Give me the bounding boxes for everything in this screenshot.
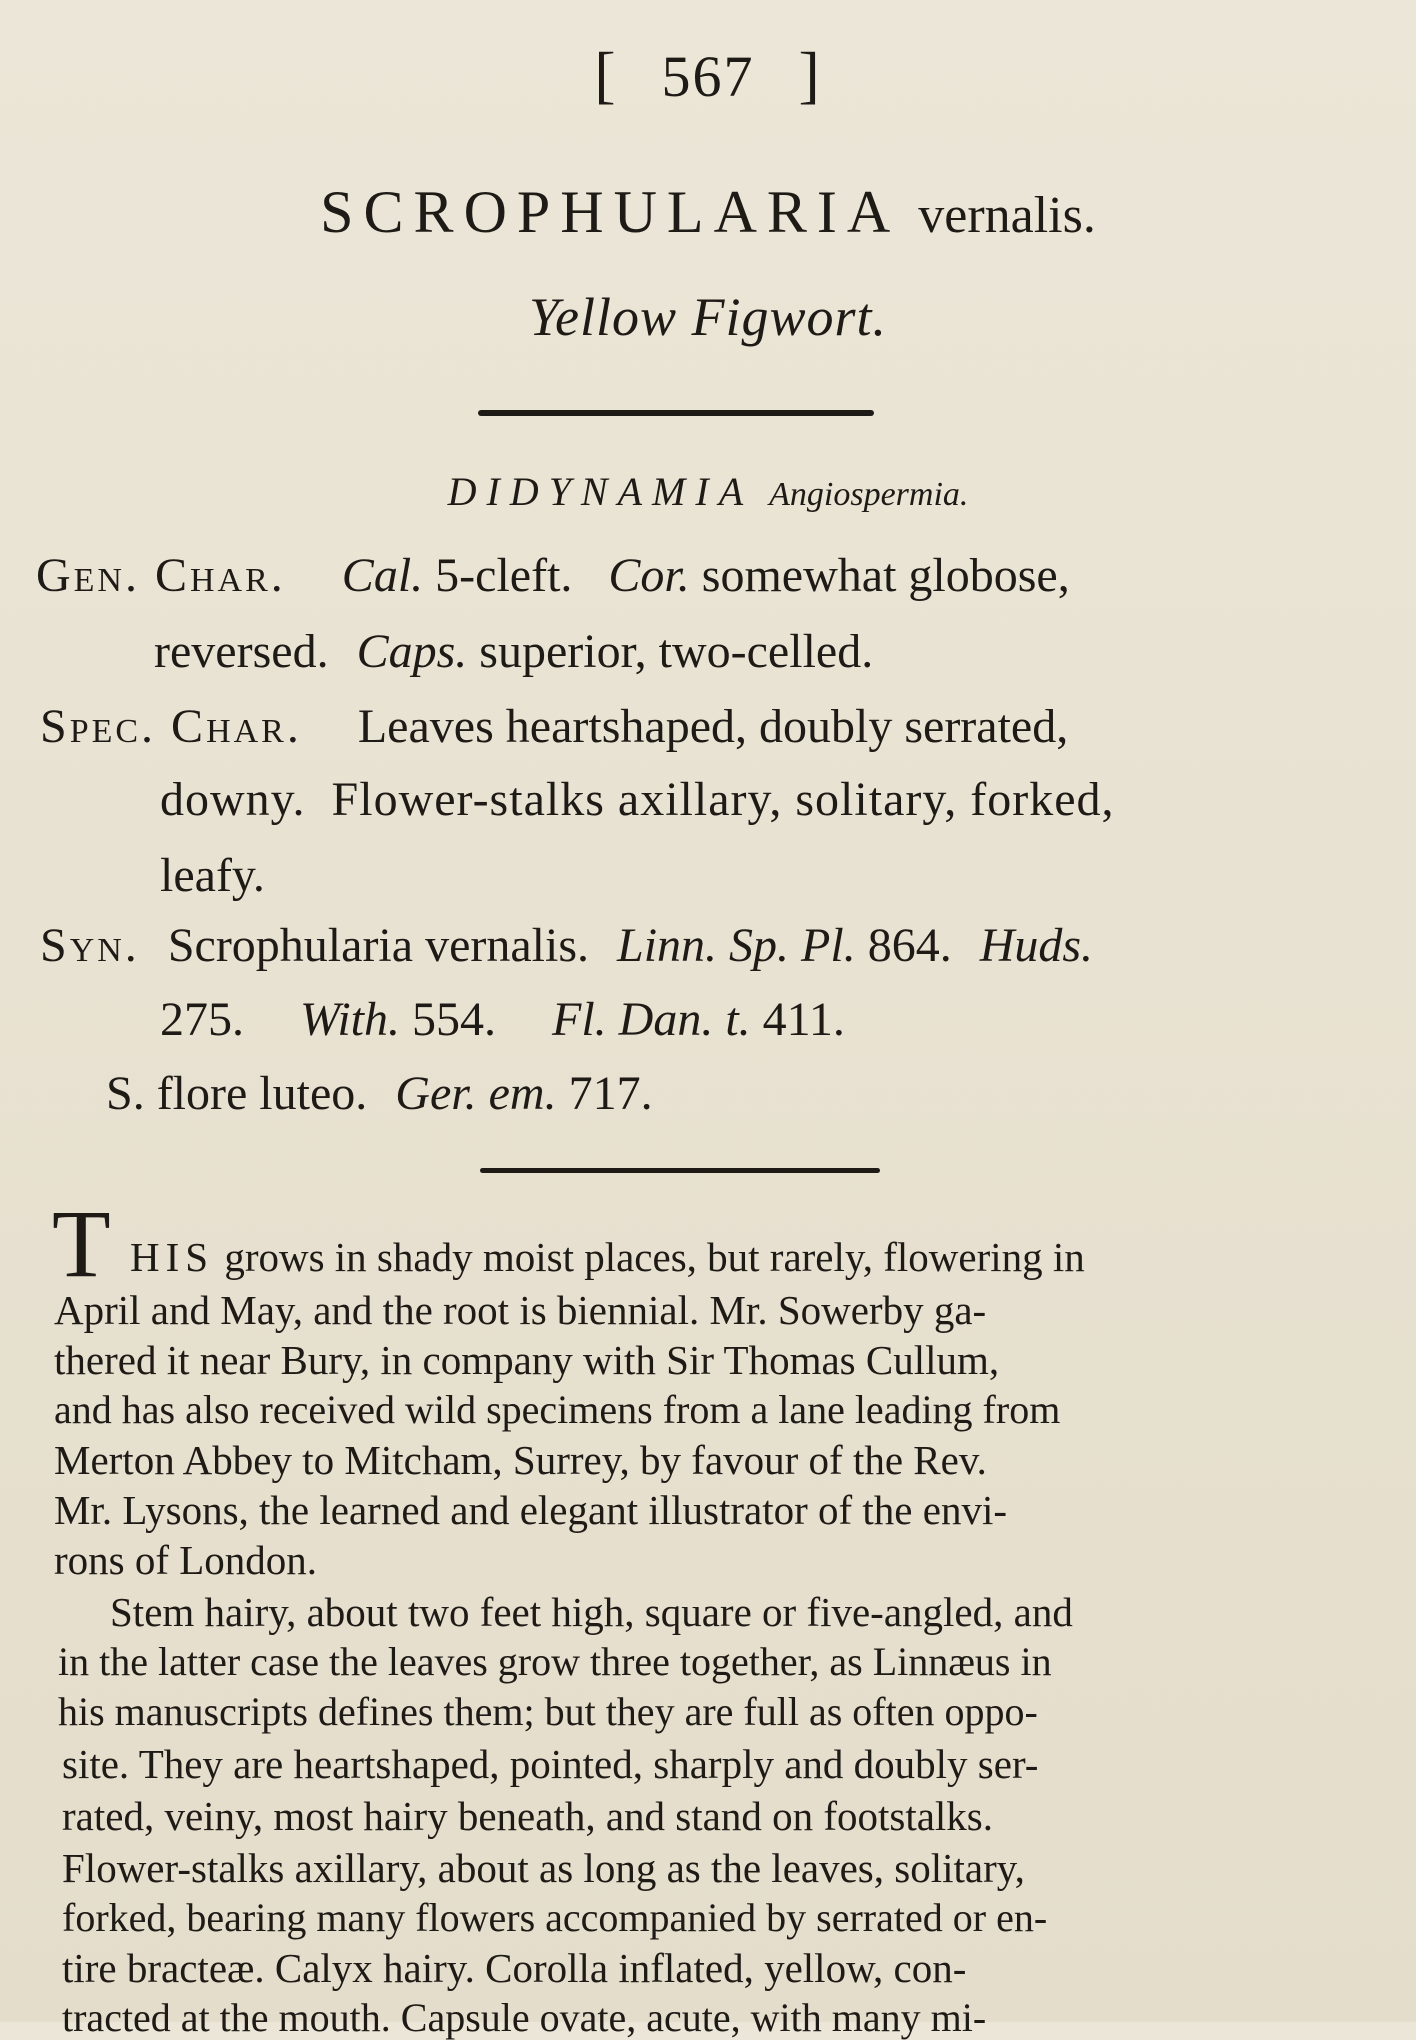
gen-char-line-1 [36,549,1070,602]
spec-char-text-2: downy. Flower-stalks axillary, solitary, forked, [160,773,1115,826]
syn-fl-dan: Fl. Dan. t. [552,993,751,1046]
description-line: rated, veiny, most hairy beneath, and stand on footstalks. [62,1793,994,1839]
description-line [130,1234,1085,1280]
syn-linn: Linn. Sp. Pl. [617,919,856,972]
syn-with: With. [300,993,401,1046]
syn-linn-num: 864. [867,919,952,972]
description-line: tracted at the mouth. Capsule ovate, acute, with many mi- [62,1995,987,2040]
order-name: Angiospermia. [769,476,969,513]
syn-with-num: 554. [412,993,497,1046]
linnaean-classification [0,468,1416,515]
syn-line-2 [160,993,845,1046]
spec-char-line-2 [160,773,1115,826]
syn-huds-num: 275. [160,993,244,1046]
species-title [0,178,1416,247]
gen-char-label: Gen. Char. [36,549,286,602]
species-epithet: vernalis. [918,187,1096,244]
description-text: grows in shady moist places, but rarely, flowering in [224,1234,1085,1280]
description-line: Merton Abbey to Mitcham, Surrey, by favour of the Rev. [54,1437,987,1483]
syn-fl-dan-num: 411. [762,993,845,1046]
syn-flore-luteo: S. flore luteo. [106,1067,368,1120]
syn-line-3 [106,1067,653,1120]
bracket-close: ] [798,39,822,110]
description-line: forked, bearing many flowers accompanied by serrated or en- [62,1895,1048,1940]
description-line: in the latter case the leaves grow three together, as Linnæus in [58,1639,1052,1684]
gen-char-cal-text: 5-cleft. [423,549,609,602]
description-line: and has also received wild specimens from a lane leading from [54,1387,1061,1432]
description-line: thered it near Bury, in company with Sir Thomas Cullum, [54,1337,1000,1383]
first-word-rest: HIS [130,1234,215,1280]
gen-char-capsule-text: superior, two-celled. [479,625,874,678]
description-line: his manuscripts defines them; but they are full as often oppo- [58,1689,1038,1734]
syn-ger-num: 717. [568,1067,653,1120]
genus-name: SCROPHULARIA [320,179,901,245]
gen-char-cor: Cor. [608,549,690,602]
syn-huds: Huds. [979,919,1094,972]
syn-name: Scrophularia vernalis. [167,919,590,972]
description-line: Flower-stalks axillary, about as long as the leaves, solitary, [62,1845,1025,1891]
description-line: tire bracteæ. Calyx hairy. Corolla inflated, yellow, con- [62,1945,967,1991]
syn-line-1 [40,919,1094,972]
gen-char-cor-text: somewhat globose, [689,549,1070,602]
description-line: Stem hairy, about two feet high, square or five-angled, and [110,1589,1073,1635]
page-number [0,38,1416,112]
spec-char-line-3 [160,849,265,902]
divider-rule [480,1168,880,1173]
drop-cap: T [52,1190,111,1297]
page-number-value: 567 [661,44,755,109]
common-name: Yellow Figwort. [528,287,888,347]
bracket-open: [ [594,39,618,110]
spec-char-text-3: leafy. [160,849,265,902]
gen-char-reversed: reversed. [154,625,329,678]
class-name: DIDYNAMIA [447,469,754,514]
gen-char-line-2 [154,625,874,678]
description-line: April and May, and the root is biennial. Mr. Sowerby ga- [54,1287,987,1333]
syn-label: Syn. [40,919,140,972]
divider-rule [478,410,874,416]
spec-char-text-1: Leaves heartshaped, doubly serrated, [357,700,1069,753]
syn-ger: Ger. em. [395,1067,557,1120]
spec-char-line-1 [40,700,1069,753]
gen-char-cal: Cal. [341,549,424,602]
gen-char-caps: Caps. [356,625,468,678]
spec-char-label: Spec. Char. [40,700,302,753]
description-line: Mr. Lysons, the learned and elegant illustrator of the envi- [54,1487,1007,1533]
description-line: site. They are heartshaped, pointed, sharply and doubly ser- [62,1741,1039,1787]
description-line: rons of London. [54,1537,318,1583]
